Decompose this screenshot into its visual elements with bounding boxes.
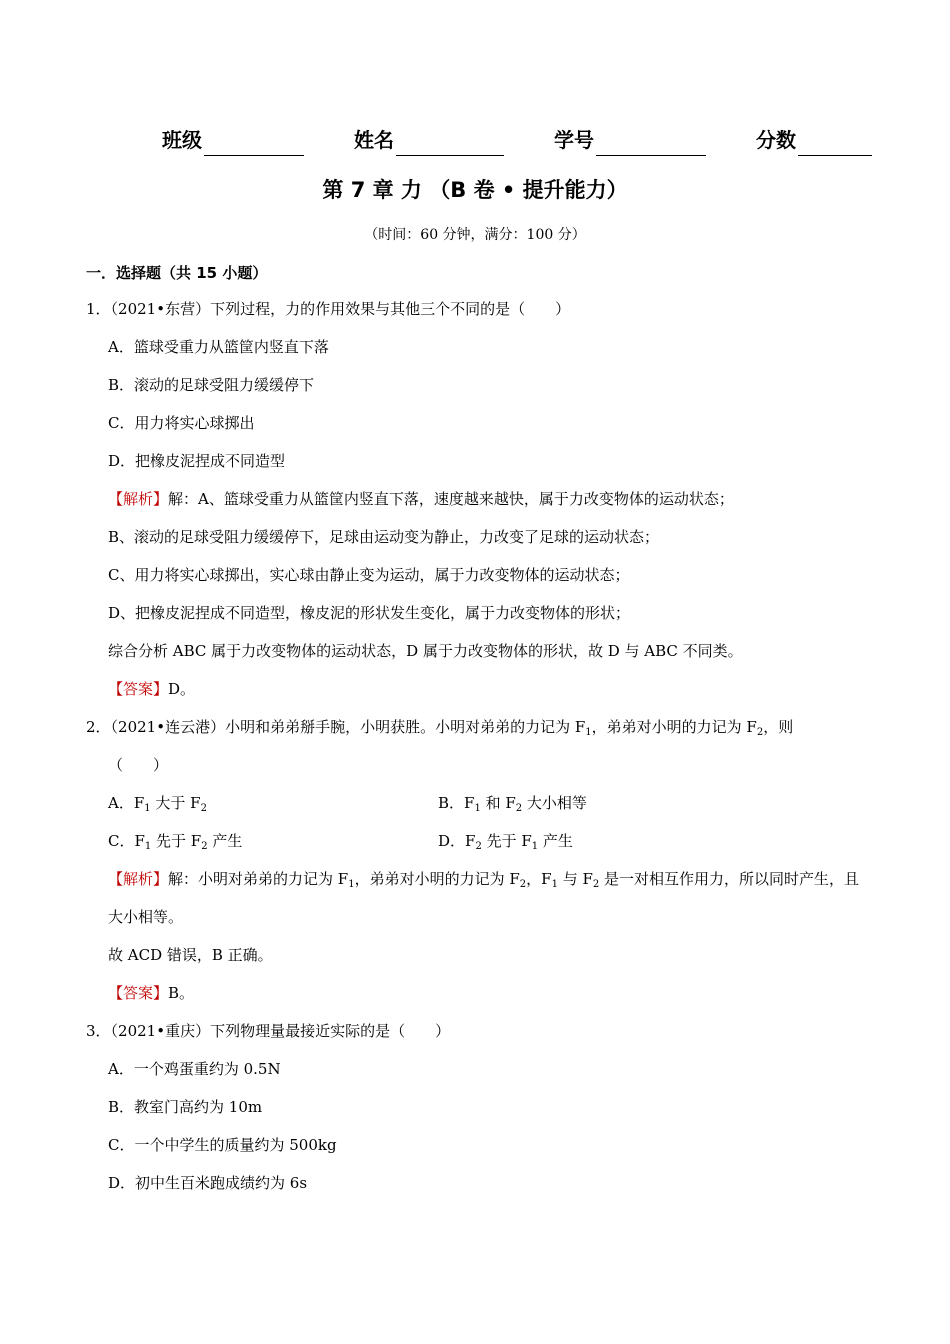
student-id-blank[interactable] <box>596 133 706 156</box>
question-1-option-b[interactable]: B．滚动的足球受阻力缓缓停下 <box>108 376 315 394</box>
page-subtitle: （时间：60 分钟，满分：100 分） <box>364 227 586 243</box>
question-3-option-b[interactable]: B．教室门高约为 10m <box>108 1098 263 1116</box>
question-3-option-c[interactable]: C．一个中学生的质量约为 500kg <box>108 1136 337 1154</box>
student-id-label: 学号 <box>554 128 594 152</box>
name-field[interactable] <box>354 124 504 156</box>
question-2-stem: 2．（2021•连云港）小明和弟弟掰手腕，小明获胜。小明对弟弟的力记为 $F_1$，弟弟对小明的力记为 $F_2$，则 （ ） <box>86 718 794 774</box>
question-3-option-d[interactable]: D．初中生百米跑成绩约为 6s <box>108 1174 308 1192</box>
answer-value: D。 <box>168 680 196 698</box>
question-3-stem: 3．（2021•重庆）下列物理量最接近实际的是（ ） <box>86 1022 451 1040</box>
answer-tag: 【答案】 <box>108 680 169 698</box>
analysis-line: C、用力将实心球掷出，实心球由静止变为运动，属于力改变物体的运动状态； <box>108 566 630 584</box>
name-label: 姓名 <box>354 128 394 152</box>
question-content <box>86 262 872 1210</box>
section-heading: 一．选择题（共 15 小题） <box>86 264 268 282</box>
page-title: 第 7 章 力 （B 卷 • 提升能力） <box>322 178 628 202</box>
question-2-options-row-1 <box>86 792 872 814</box>
question-2-option-b[interactable]: B．$F_1$ 和 $F_2$ 大小相等 <box>438 794 587 814</box>
score-blank[interactable] <box>798 133 872 156</box>
class-blank[interactable] <box>204 133 304 156</box>
question-2-option-c[interactable]: C．$F_1$ 先于 $F_2$ 产生 <box>108 832 243 852</box>
question-1-option-c[interactable]: C．用力将实心球掷出 <box>108 414 255 432</box>
question-2-analysis: 【解析】解：小明对弟弟的力记为 $F_1$，弟弟对小明的力记为 $F_2$，$F_1$ 与 $F_2$ 是一对相互作用力，所以同时产生，且大小相等。 <box>108 870 860 926</box>
student-id-field[interactable] <box>554 124 706 156</box>
question-1-option-d[interactable]: D．把橡皮泥捏成不同造型 <box>108 452 286 470</box>
score-field[interactable] <box>756 124 872 156</box>
class-label: 班级 <box>162 128 202 152</box>
question-2-options-row-2 <box>86 830 872 852</box>
answer-tag: 【答案】 <box>108 984 169 1002</box>
question-1-option-a[interactable]: A．篮球受重力从篮筐内竖直下落 <box>108 338 329 356</box>
class-field[interactable] <box>162 124 304 156</box>
analysis-tag: 【解析】 <box>108 490 169 508</box>
student-info-fields <box>162 124 872 156</box>
analysis-tag: 【解析】 <box>108 870 169 888</box>
name-blank[interactable] <box>396 133 504 156</box>
question-2-answer <box>86 982 872 1004</box>
question-1-analysis <box>86 488 872 510</box>
analysis-line: B、滚动的足球受阻力缓缓停下，足球由运动变为静止，力改变了足球的运动状态； <box>108 528 660 546</box>
question-1-answer <box>86 678 872 700</box>
question-2-option-d[interactable]: D．$F_2$ 先于 $F_1$ 产生 <box>438 832 573 852</box>
answer-value: B。 <box>168 984 195 1002</box>
question-1-stem: 1．（2021•东营）下列过程，力的作用效果与其他三个不同的是（ ） <box>86 300 571 318</box>
analysis-line: 综合分析 ABC 属于力改变物体的运动状态，D 属于力改变物体的形状，故 D 与 ABC 不同类。 <box>108 642 743 660</box>
analysis-line: 解：A、篮球受重力从篮筐内竖直下落，速度越来越快，属于力改变物体的运动状态； <box>168 490 734 508</box>
score-label: 分数 <box>756 128 796 152</box>
analysis-line: 故 ACD 错误，B 正确。 <box>108 946 273 964</box>
analysis-line: D、把橡皮泥捏成不同造型，橡皮泥的形状发生变化，属于力改变物体的形状； <box>108 604 631 622</box>
question-3-option-a[interactable]: A．一个鸡蛋重约为 0.5N <box>108 1060 281 1078</box>
question-2-option-a[interactable]: A．$F_1$ 大于 $F_2$ <box>108 794 207 814</box>
